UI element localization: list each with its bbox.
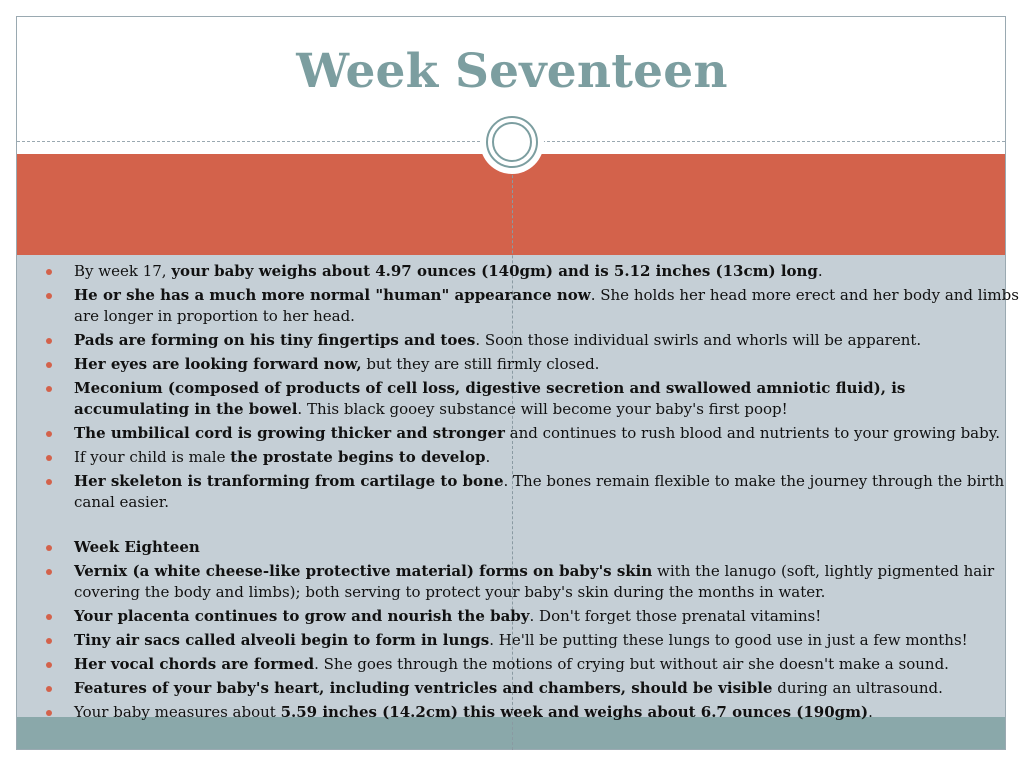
bullet-dot-icon (46, 362, 52, 368)
bullet-item: If your child is male the prostate begins to develop. (40, 447, 1024, 468)
bullet-dot-icon (46, 686, 52, 692)
bullet-list (40, 261, 1024, 726)
bullet-item: Your placenta continues to grow and nourish the baby. Don't forget those prenatal vitamins! (40, 606, 1024, 627)
bullet-dot-icon (46, 638, 52, 644)
bullet-item: Meconium (composed of products of cell loss, digestive secretion and swallowed amniotic fluid), is accumulating in the bowel. This black gooey substance will become your baby's first poop! (40, 378, 1024, 420)
bullet-item-heading: Week Eighteen (40, 537, 1024, 558)
bullet-dot-icon (46, 269, 52, 275)
bullet-dot-icon (46, 338, 52, 344)
bullet-dot-icon (46, 662, 52, 668)
bullet-dot-icon (46, 386, 52, 392)
bullet-item: Pads are forming on his tiny fingertips and toes. Soon those individual swirls and whorls will be apparent. (40, 330, 1024, 351)
bullet-dot-icon (46, 710, 52, 716)
bullet-item: Her skeleton is tranforming from cartilage to bone. The bones remain flexible to make the journey through the birth canal easier. (40, 471, 1024, 513)
bullet-item: Her vocal chords are formed. She goes through the motions of crying but without air she doesn't make a sound. (40, 654, 1024, 675)
bullet-item: Her eyes are looking forward now, but they are still firmly closed. (40, 354, 1024, 375)
bullet-item: Tiny air sacs called alveoli begin to form in lungs. He'll be putting these lungs to good use in just a few months! (40, 630, 1024, 651)
bullet-dot-icon (46, 545, 52, 551)
bullet-dot-icon (46, 293, 52, 299)
bullet-item: Your baby measures about 5.59 inches (14.2cm) this week and weighs about 6.7 ounces (190gm). (40, 702, 1024, 723)
bullet-item: By week 17, your baby weighs about 4.97 ounces (140gm) and is 5.12 inches (13cm) long. (40, 261, 1024, 282)
bullet-dot-icon (46, 614, 52, 620)
slide-title: Week Seventeen (296, 44, 728, 99)
bullet-item: Vernix (a white cheese-like protective material) forms on baby's skin with the lanugo (soft, lightly pigmented hair covering the body and limbs); both serving to protect your baby's skin during the months in water. (40, 561, 1024, 603)
bullet-dot-icon (46, 479, 52, 485)
bullet-item: The umbilical cord is growing thicker and stronger and continues to rush blood and nutrients to your growing baby. (40, 423, 1024, 444)
bullet-dot-icon (46, 569, 52, 575)
ornament-inner-ring-icon (492, 122, 532, 162)
bullet-dot-icon (46, 455, 52, 461)
bullet-item: He or she has a much more normal "human" appearance now. She holds her head more erect and her body and limbs are longer in proportion to her head. (40, 285, 1024, 327)
bullet-dot-icon (46, 431, 52, 437)
bullet-item: Features of your baby's heart, including ventricles and chambers, should be visible during an ultrasound. (40, 678, 1024, 699)
